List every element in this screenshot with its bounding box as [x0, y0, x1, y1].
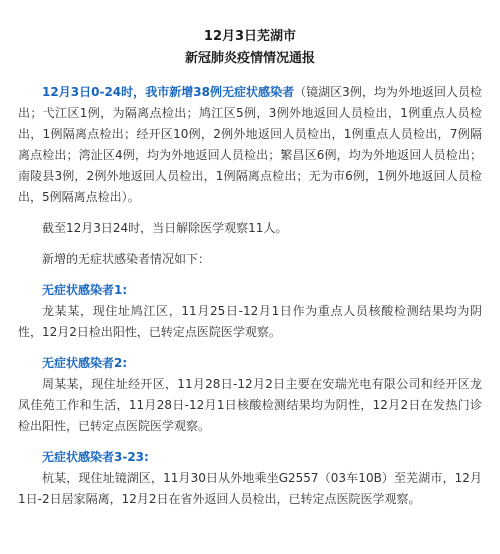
case-heading-1: 无症状感染者1: [42, 283, 128, 297]
intro-paragraph: 新增的无症状感染者情况如下： [42, 252, 211, 266]
case-text-2: 周某某，现住址经开区，11月28日-12月2日主要在安瑞光电有限公司和经开区龙凤佳苑工作和生活，11月28日-12月1日核酸检测结果均为阴性，12月2日在发热门诊检出阳性，已转定点医院医学观察。 [18, 377, 482, 433]
summary-details: （镜湖区3例，均为外地返回人员检出；弋江区1例，为隔离点检出；鸠江区5例，3例外地返回人员检出，1例重点人员检出，1例隔离点检出；经开区10例，2例外地返回人员检出，1例重点人员检出，7例隔离点检出；湾沚区4例，均为外地返回人员检出；繁昌区6例，均为外地返回人员检出；南陵县3例，2例外地返回人员检出，1例隔离点检出；无为市6例，1例外地返回人员检出，5例隔离点检出）。 [18, 85, 483, 204]
case-text-3: 杭某，现住址镜湖区，11月30日从外地乘坐G2557（03车10B）至芜湖市，12月1日-2日居家隔离，12月2日在省外返回人员检出，已转定点医院医学观察。 [18, 471, 482, 506]
title-date-city: 12月3日芜湖市 [203, 29, 297, 44]
summary-paragraph [18, 82, 482, 208]
case-heading-2: 无症状感染者2: [42, 356, 128, 370]
case-text-1: 龙某某，现住址鸠江区，11月25日-12月1日作为重点人员核酸检测结果均为阴性，12月2日检出阳性，已转定点医院医学观察。 [18, 304, 482, 339]
release-paragraph: 截至12月3日24时，当日解除医学观察11人。 [42, 221, 288, 235]
summary-lead: 12月3日0-24时，我市新增38例无症状感染者 [42, 85, 295, 99]
case-heading-3: 无症状感染者3-23: [42, 450, 149, 464]
notice-header [18, 0, 482, 70]
title-notice-name: 新冠肺炎疫情情况通报 [184, 51, 315, 66]
